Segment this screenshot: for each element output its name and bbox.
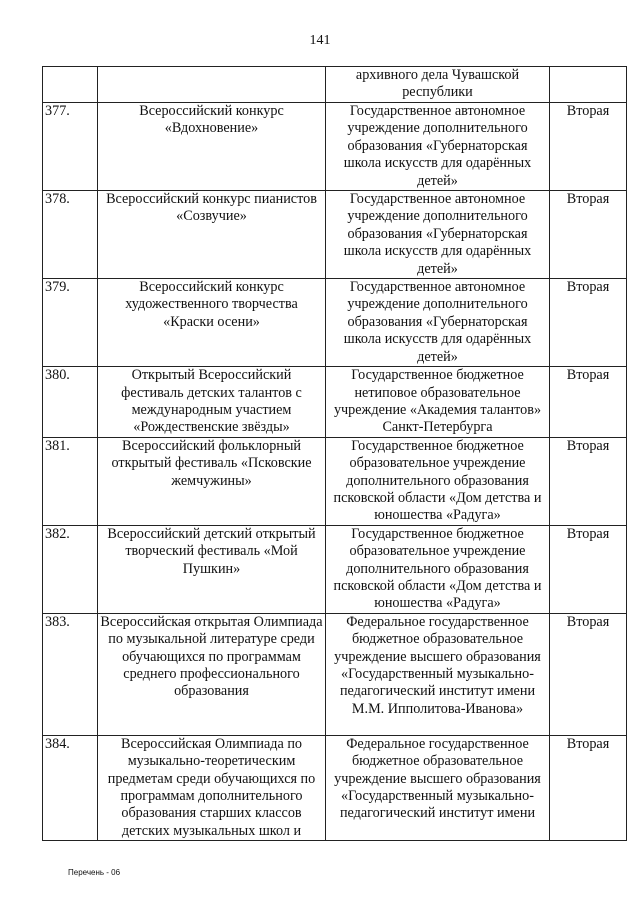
organizer-name: Государственное бюджетное образовательное учреждение дополнительного образования псковской области «Дом детства и юношества «Радуга» bbox=[326, 437, 550, 525]
row-number bbox=[43, 67, 98, 103]
event-level: Вторая bbox=[550, 103, 627, 191]
table-row bbox=[43, 279, 627, 367]
organizer-name: Государственное автономное учреждение дополнительного образования «Губернаторская школа искусств для одарённых детей» bbox=[326, 191, 550, 279]
event-name: Всероссийский фольклорный открытый фестиваль «Псковские жемчужины» bbox=[98, 437, 326, 525]
event-name bbox=[98, 67, 326, 103]
table-row-continuation bbox=[43, 67, 627, 103]
table-row bbox=[43, 613, 627, 735]
event-level: Вторая bbox=[550, 367, 627, 438]
organizer-name: Федеральное государственное бюджетное образовательное учреждение высшего образования «Государственный музыкально-педагогический институт имени М.М. Ипполитова-Иванова» bbox=[326, 613, 550, 735]
row-number: 383. bbox=[43, 613, 98, 735]
table-row bbox=[43, 367, 627, 438]
event-level: Вторая bbox=[550, 735, 627, 840]
organizer-name: Государственное бюджетное нетиповое образовательное учреждение «Академия талантов» Санкт-Петербурга bbox=[326, 367, 550, 438]
event-name: Всероссийская открытая Олимпиада по музыкальной литературе среди обучающихся по программам среднего профессионального образования bbox=[98, 613, 326, 735]
table-row bbox=[43, 191, 627, 279]
footer-document-code: Перечень - 06 bbox=[68, 868, 121, 877]
organizer-name: архивного дела Чувашской республики bbox=[326, 67, 550, 103]
row-number: 379. bbox=[43, 279, 98, 367]
event-name: Всероссийская Олимпиада по музыкально-теоретическим предметам среди обучающихся по программам дополнительного образования старших классов детских музыкальных школ и bbox=[98, 735, 326, 840]
table-row bbox=[43, 437, 627, 525]
olympiad-registry-table bbox=[42, 66, 627, 841]
row-number: 384. bbox=[43, 735, 98, 840]
organizer-name: Государственное бюджетное образовательное учреждение дополнительного образования псковской области «Дом детства и юношества «Радуга» bbox=[326, 525, 550, 613]
event-name: Открытый Всероссийский фестиваль детских талантов с международным участием «Рождественские звёзды» bbox=[98, 367, 326, 438]
table-row bbox=[43, 103, 627, 191]
event-level: Вторая bbox=[550, 279, 627, 367]
event-level: Вторая bbox=[550, 525, 627, 613]
event-level bbox=[550, 67, 627, 103]
event-name: Всероссийский конкурс «Вдохновение» bbox=[98, 103, 326, 191]
event-level: Вторая bbox=[550, 437, 627, 525]
row-number: 378. bbox=[43, 191, 98, 279]
event-name: Всероссийский конкурс пианистов «Созвучие» bbox=[98, 191, 326, 279]
event-name: Всероссийский детский открытый творческий фестиваль «Мой Пушкин» bbox=[98, 525, 326, 613]
organizer-name: Государственное автономное учреждение дополнительного образования «Губернаторская школа искусств для одарённых детей» bbox=[326, 103, 550, 191]
row-number: 382. bbox=[43, 525, 98, 613]
page-number: 141 bbox=[309, 33, 331, 48]
organizer-name: Федеральное государственное бюджетное образовательное учреждение высшего образования «Государственный музыкально-педагогический институт имени bbox=[326, 735, 550, 840]
table-row bbox=[43, 735, 627, 840]
organizer-name: Государственное автономное учреждение дополнительного образования «Губернаторская школа искусств для одарённых детей» bbox=[326, 279, 550, 367]
row-number: 377. bbox=[43, 103, 98, 191]
event-name: Всероссийский конкурс художественного творчества «Краски осени» bbox=[98, 279, 326, 367]
event-level: Вторая bbox=[550, 191, 627, 279]
event-level: Вторая bbox=[550, 613, 627, 735]
row-number: 380. bbox=[43, 367, 98, 438]
row-number: 381. bbox=[43, 437, 98, 525]
table-row bbox=[43, 525, 627, 613]
